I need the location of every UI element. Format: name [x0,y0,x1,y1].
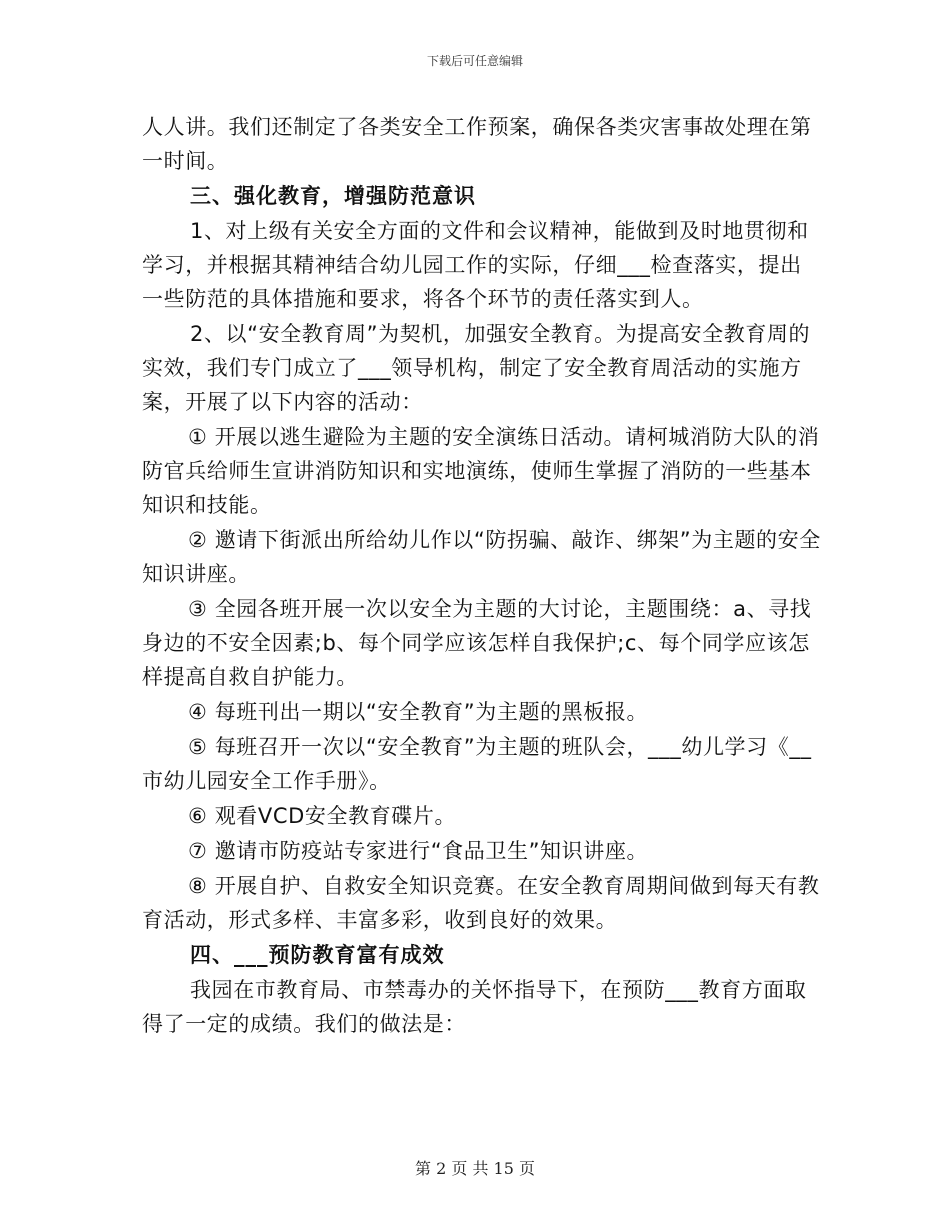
paragraph-item-1: 1、对上级有关安全方面的文件和会议精神，能做到及时地贯彻和学习，并根据其精神结合幼儿园工作的实际，仔细___检查落实，提出一些防范的具体措施和要求，将各个环节的责任落实到人。 [142,219,809,311]
paragraph-item-2: 2、以“安全教育周”为契机，加强安全教育。为提高安全教育周的实效，我们专门成立了___领导机构，制定了安全教育周活动的实施方案，开展了以下内容的活动： [142,322,811,414]
list-item-7: ⑦ 邀请市防疫站专家进行“食品卫生”知识讲座。 [188,839,649,863]
paragraph-continuation: 人人讲。我们还制定了各类安全工作预案，确保各类灾害事故处理在第一时间。 [142,115,812,173]
list-item-1: ① 开展以逃生避险为主题的安全演练日活动。请柯城消防大队的消防官兵给师生宣讲消防知识和实地演练，使师生掌握了消防的一些基本知识和技能。 [142,425,820,517]
paragraph-final: 我园在市教育局、市禁毒办的关怀指导下，在预防___教育方面取得了一定的成绩。我们的做法是： [142,978,807,1036]
list-item-8: ⑧ 开展自护、自救安全知识竞赛。在安全教育周期间做到每天有教育活动，形式多样、丰富多彩，收到良好的效果。 [142,874,820,932]
document-body [142,110,822,1042]
list-item-3: ③ 全园各班开展一次以安全为主题的大讨论，主题围绕：a、寻找身边的不安全因素;b、每个同学应该怎样自我保护;c、每个同学应该怎样提高自救自护能力。 [142,597,812,689]
list-item-6: ⑥ 观看VCD安全教育碟片。 [188,804,457,828]
list-item-2: ② 邀请下街派出所给幼儿作以“防拐骗、敲诈、绑架”为主题的安全知识讲座。 [142,528,821,586]
page-header-note: 下载后可任意编辑 [426,54,523,68]
list-item-4: ④ 每班刊出一期以“安全教育”为主题的黑板报。 [188,700,649,724]
section-heading-3: 三、强化教育，增强防范意识 [190,184,476,208]
section-heading-4: 四、___预防教育富有成效 [190,943,445,967]
page-number: 第 2 页 共 15 页 [415,1159,535,1178]
list-item-5: ⑤ 每班召开一次以“安全教育”为主题的班队会，___幼儿学习《__市幼儿园安全工作手册》。 [142,735,812,793]
